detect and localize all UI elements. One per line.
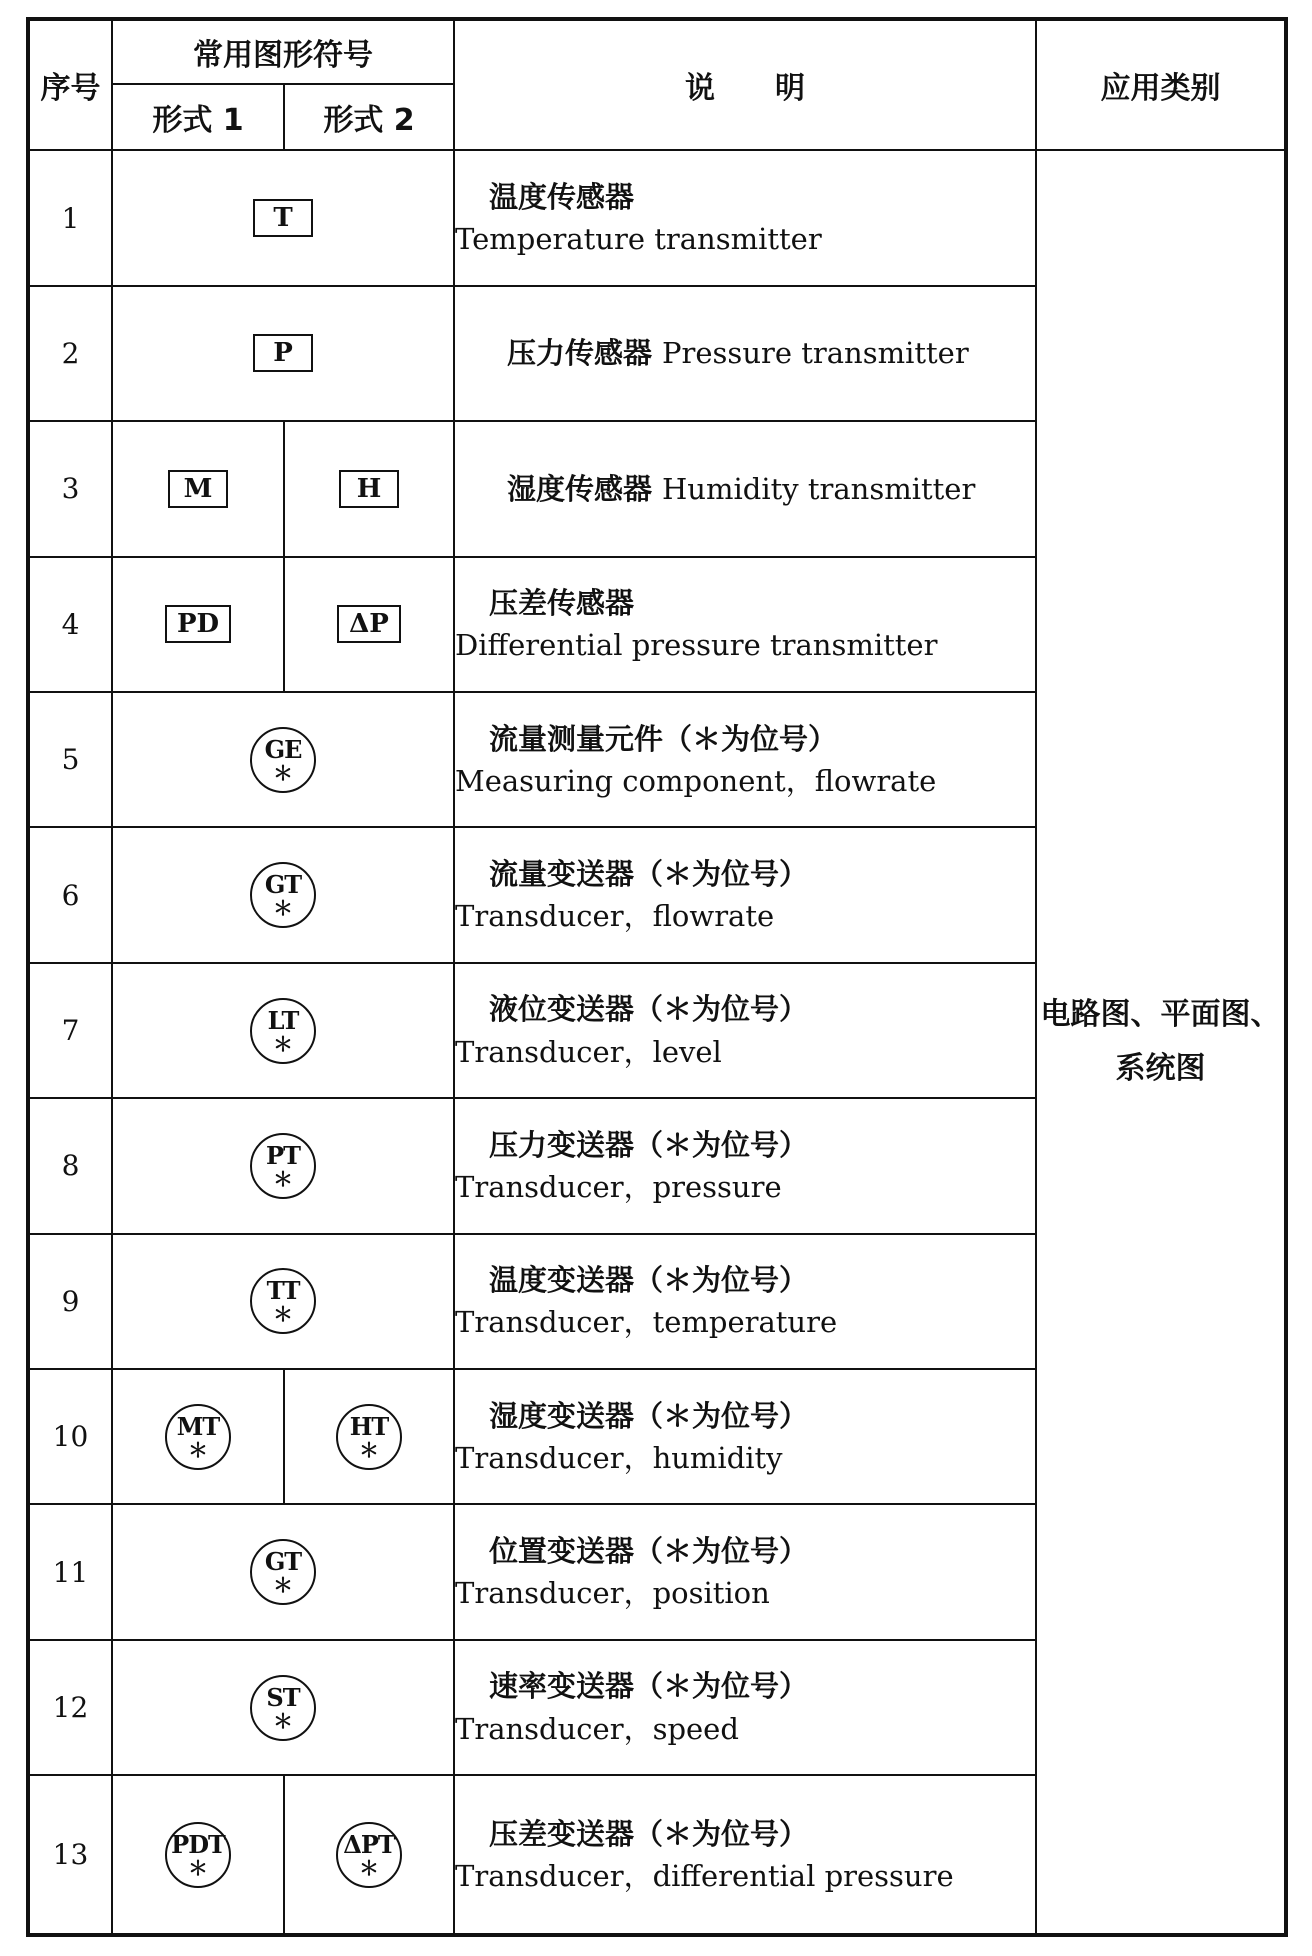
- symbol-circle-text: LT: [267, 1005, 299, 1035]
- table-row: [28, 150, 1286, 285]
- description-en: Transducer，position: [455, 1576, 770, 1611]
- application-category: 电路图、平面图、系统图: [1036, 150, 1286, 1935]
- symbol-tag-mark: ＊: [188, 1855, 208, 1880]
- symbol-circle-text: ST: [266, 1682, 300, 1712]
- row-number: 3: [28, 421, 112, 556]
- description-cell: [454, 1504, 1036, 1639]
- symbol-cell: [112, 1504, 454, 1639]
- description-zh: 流量变送器（＊为位号）: [489, 857, 809, 892]
- description-zh: 压差变送器（＊为位号）: [489, 1816, 809, 1851]
- description-en: Transducer，pressure: [455, 1169, 782, 1204]
- description-zh: 压力变送器（＊为位号）: [489, 1127, 809, 1162]
- description-cell: [454, 1775, 1036, 1935]
- row-number: 2: [28, 286, 112, 421]
- symbol-tag-mark: ＊: [273, 1031, 293, 1056]
- description-cell: [454, 557, 1036, 692]
- symbol-circle: [250, 727, 316, 793]
- symbol-circle: [250, 1675, 316, 1741]
- description-en: Transducer，temperature: [455, 1305, 838, 1340]
- description-en: Transducer，humidity: [455, 1440, 783, 1475]
- symbol-cell-form2: [284, 421, 454, 556]
- symbol-circle: [336, 1404, 402, 1470]
- symbol-circle-text: PT: [266, 1140, 300, 1170]
- header-symbol-group: 常用图形符号: [112, 19, 454, 84]
- symbol-tag-mark: ＊: [273, 760, 293, 785]
- description-en: Transducer，level: [455, 1034, 722, 1069]
- symbol-cell: [112, 1098, 454, 1233]
- description-zh: 速率变送器（＊为位号）: [489, 1669, 809, 1704]
- symbol-box: T: [253, 199, 313, 237]
- symbol-circle-text: GT: [264, 870, 302, 900]
- header-form2: 形式 2: [284, 84, 454, 151]
- description-cell: [454, 827, 1036, 962]
- symbol-circle: [165, 1822, 231, 1888]
- header-form1: 形式 1: [112, 84, 284, 151]
- symbol-circle-text: GT: [264, 1547, 302, 1577]
- symbol-tag-mark: ＊: [273, 1573, 293, 1598]
- description-zh: 温度变送器（＊为位号）: [489, 1263, 809, 1298]
- row-number: 6: [28, 827, 112, 962]
- description-en: Differential pressure transmitter: [455, 628, 938, 663]
- description-en: Measuring component，flowrate: [455, 763, 937, 798]
- symbol-tag-mark: ＊: [273, 1302, 293, 1327]
- symbol-tag-mark: ＊: [359, 1437, 379, 1462]
- row-number: 1: [28, 150, 112, 285]
- description-cell: [454, 1369, 1036, 1504]
- symbol-circle: [250, 1133, 316, 1199]
- symbol-tag-mark: ＊: [273, 1166, 293, 1191]
- symbol-cell-form2: [284, 1369, 454, 1504]
- symbol-circle-text: HT: [349, 1411, 389, 1441]
- description-zh: 温度传感器: [489, 180, 635, 215]
- description-en: Temperature transmitter: [455, 222, 822, 257]
- symbol-cell-form1: [112, 557, 284, 692]
- symbol-tag-mark: ＊: [273, 1708, 293, 1733]
- symbol-table: [26, 17, 1288, 1937]
- symbol-circle: [165, 1404, 231, 1470]
- row-number: 4: [28, 557, 112, 692]
- symbol-cell: [112, 692, 454, 827]
- description-zh: 流量测量元件（＊为位号）: [489, 721, 838, 756]
- description-en: Transducer，differential pressure: [455, 1858, 954, 1893]
- symbol-cell-form2: [284, 557, 454, 692]
- symbol-circle: [250, 862, 316, 928]
- row-number: 13: [28, 1775, 112, 1935]
- description-zh: 位置变送器（＊为位号）: [489, 1534, 809, 1569]
- description-cell: [454, 286, 1036, 421]
- row-number: 10: [28, 1369, 112, 1504]
- symbol-circle-text: GE: [264, 734, 302, 764]
- symbol-cell: [112, 150, 454, 285]
- symbol-cell: [112, 963, 454, 1098]
- symbol-box: H: [339, 470, 399, 508]
- description-cell: [454, 963, 1036, 1098]
- symbol-cell-form2: [284, 1775, 454, 1935]
- description-zh: 压力传感器: [507, 336, 653, 371]
- description-en: Humidity transmitter: [662, 471, 976, 506]
- symbol-tag-mark: ＊: [188, 1437, 208, 1462]
- row-number: 8: [28, 1098, 112, 1233]
- row-number: 5: [28, 692, 112, 827]
- symbol-cell-form1: [112, 421, 284, 556]
- description-cell: [454, 1640, 1036, 1775]
- symbol-cell-form1: [112, 1775, 284, 1935]
- description-zh: 湿度变送器（＊为位号）: [489, 1398, 809, 1433]
- description-cell: [454, 692, 1036, 827]
- symbol-cell: [112, 827, 454, 962]
- symbol-tag-mark: ＊: [359, 1855, 379, 1880]
- symbol-cell: [112, 1640, 454, 1775]
- description-cell: [454, 1234, 1036, 1369]
- symbol-cell: [112, 286, 454, 421]
- row-number: 7: [28, 963, 112, 1098]
- description-en: Transducer，speed: [455, 1711, 739, 1746]
- symbol-cell: [112, 1234, 454, 1369]
- description-cell: [454, 1098, 1036, 1233]
- row-number: 11: [28, 1504, 112, 1639]
- symbol-tag-mark: ＊: [273, 896, 293, 921]
- symbol-box: PD: [165, 605, 231, 643]
- description-cell: [454, 421, 1036, 556]
- symbol-circle-text: ΔPT: [343, 1829, 395, 1859]
- symbol-circle: [250, 998, 316, 1064]
- row-number: 9: [28, 1234, 112, 1369]
- row-number: 12: [28, 1640, 112, 1775]
- description-zh: 湿度传感器: [507, 471, 653, 506]
- symbol-circle-text: MT: [176, 1411, 220, 1441]
- header-category: 应用类别: [1036, 19, 1286, 150]
- description-en: Transducer，flowrate: [455, 899, 775, 934]
- symbol-circle-text: TT: [266, 1276, 300, 1306]
- description-en: Pressure transmitter: [662, 336, 969, 371]
- description-zh: 液位变送器（＊为位号）: [489, 992, 809, 1027]
- symbol-circle: [336, 1822, 402, 1888]
- header-description: 说 明: [454, 19, 1036, 150]
- symbol-circle: [250, 1268, 316, 1334]
- symbol-box: P: [253, 334, 313, 372]
- symbol-box: M: [168, 470, 228, 508]
- symbol-cell-form1: [112, 1369, 284, 1504]
- symbol-box: ΔP: [337, 605, 401, 643]
- symbol-circle-text: PDT: [171, 1829, 225, 1859]
- description-zh: 压差传感器: [489, 586, 635, 621]
- description-cell: [454, 150, 1036, 285]
- header-seq: 序号: [28, 19, 112, 150]
- symbol-circle: [250, 1539, 316, 1605]
